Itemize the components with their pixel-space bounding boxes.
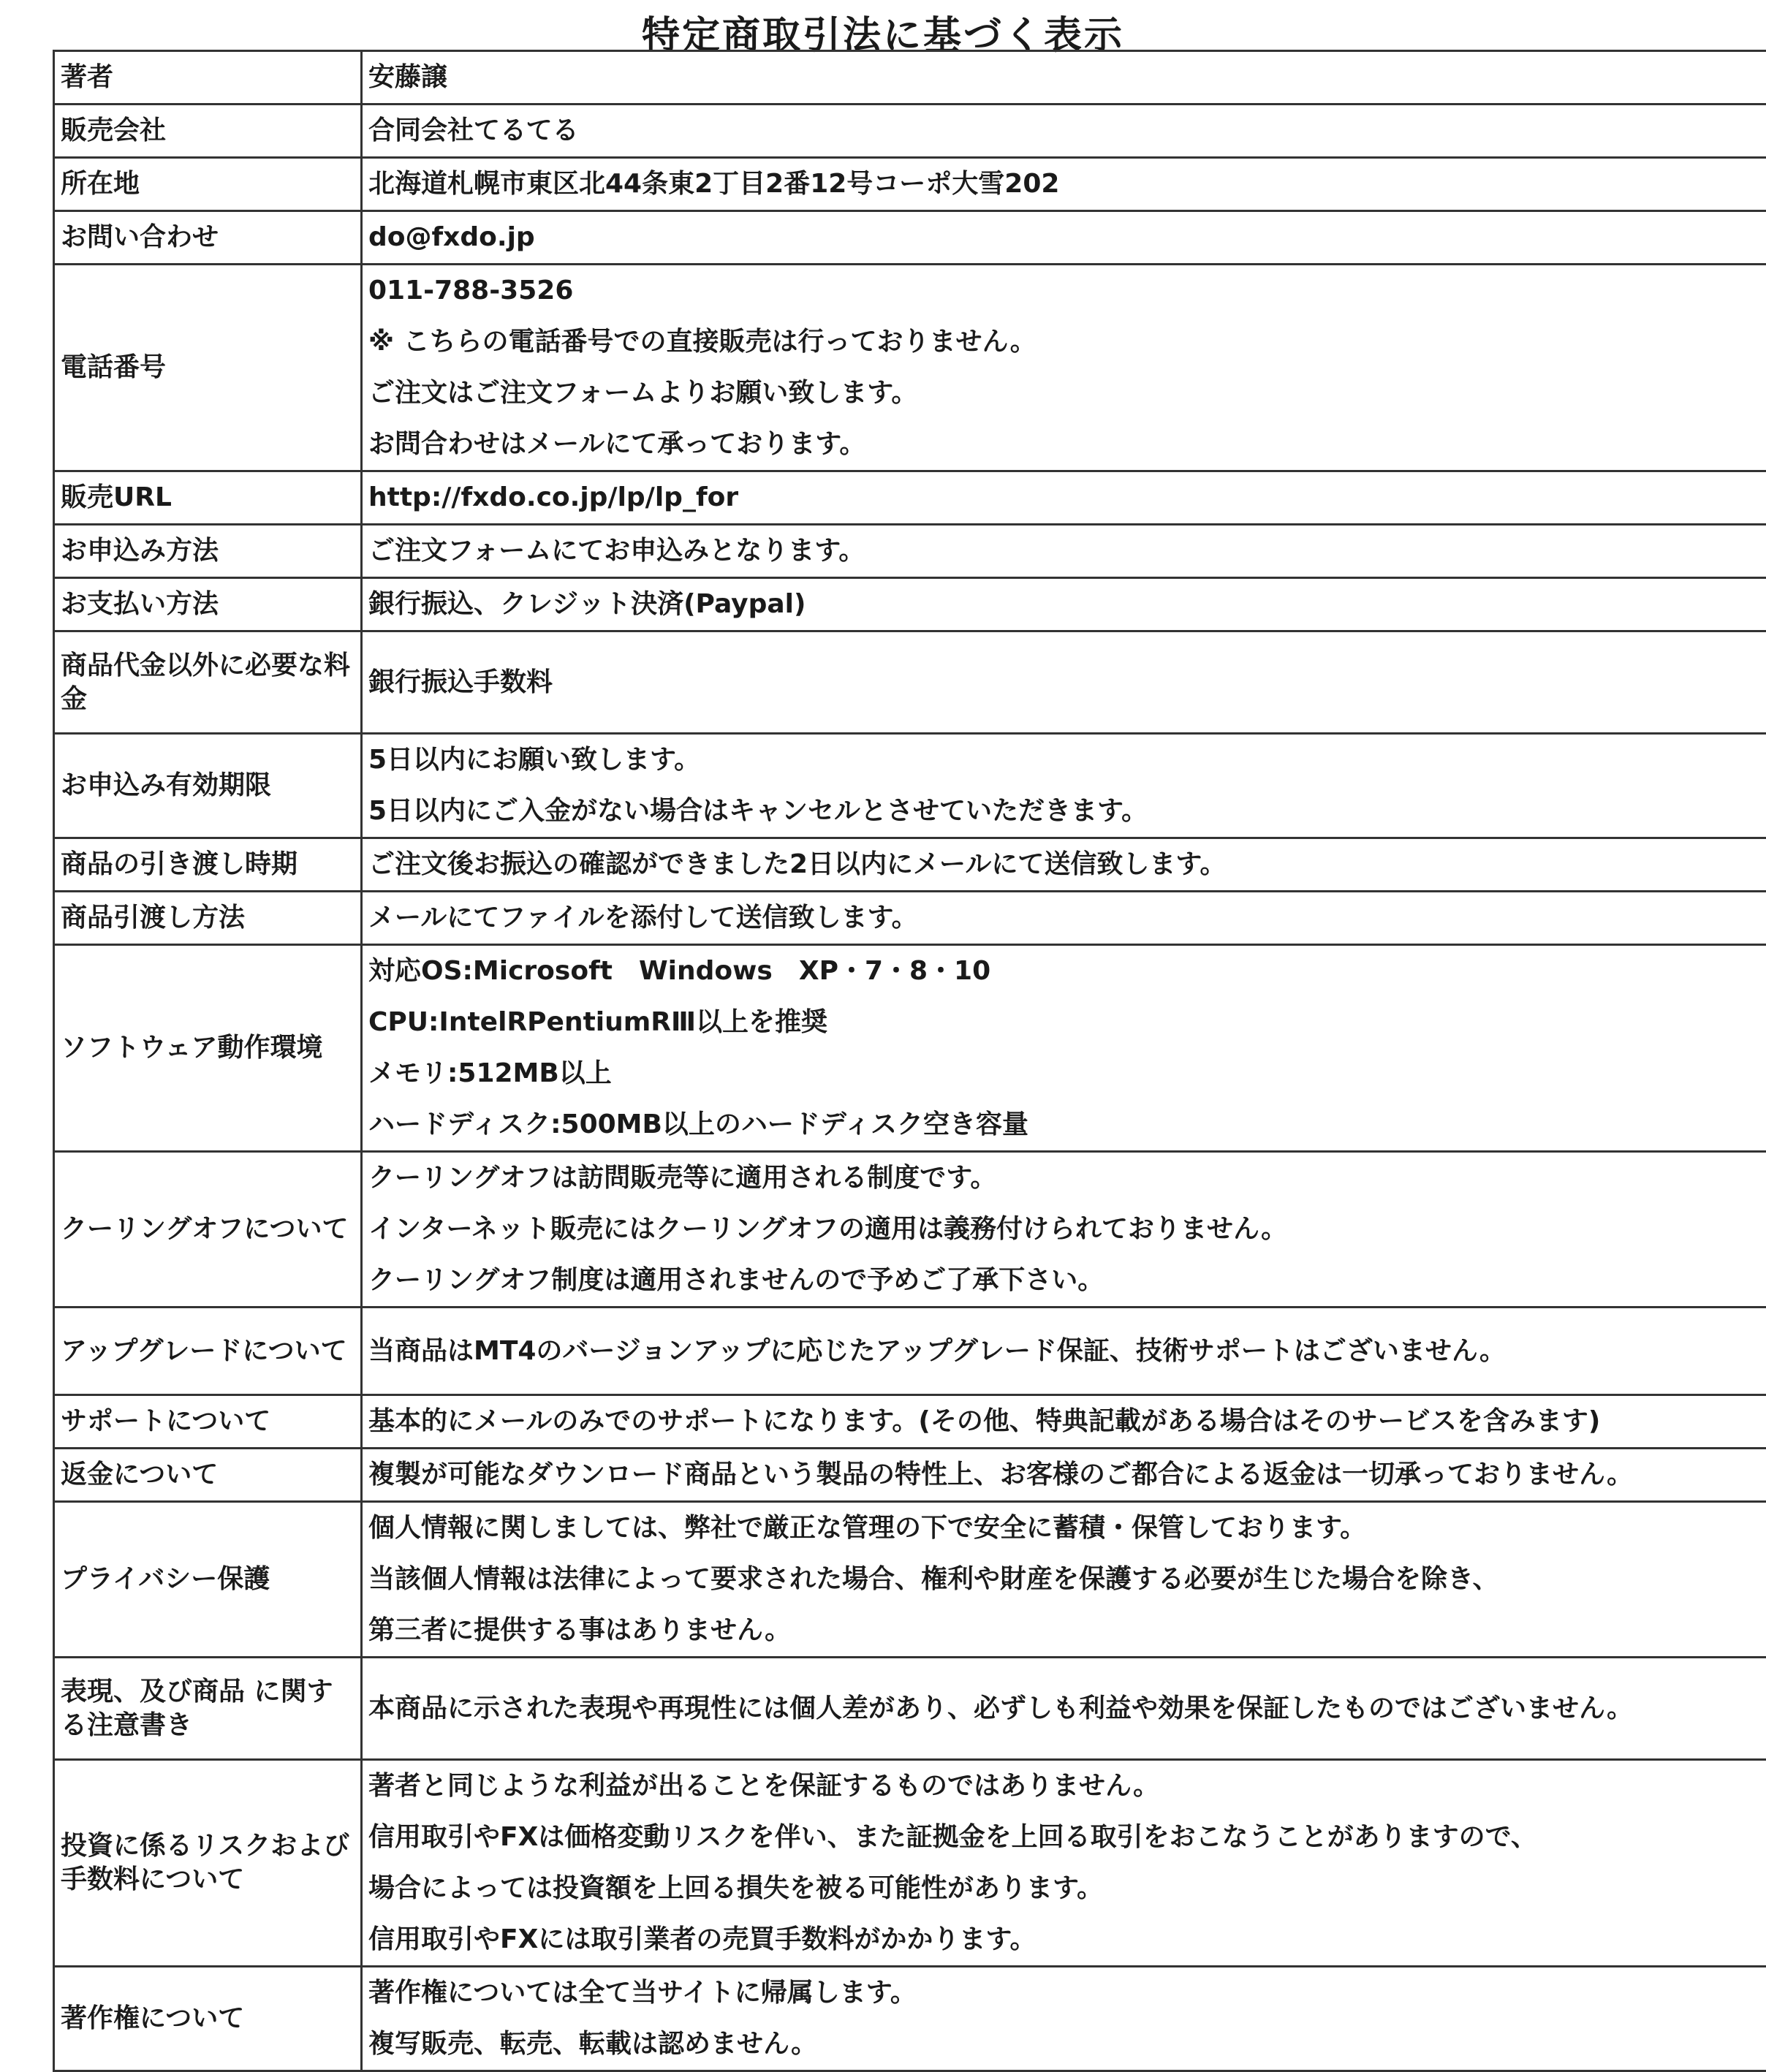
table-row xyxy=(54,1760,1766,1967)
table-row xyxy=(54,51,1766,105)
row-label: ソフトウェア動作環境 xyxy=(54,945,362,1152)
row-value xyxy=(362,525,1766,578)
value-line: 本商品に示された表現や再現性には個人差があり、必ずしも利益や効果を保証したものではございません。 xyxy=(368,1683,1766,1734)
row-label: お問い合わせ xyxy=(54,211,362,265)
row-label: 返金について xyxy=(54,1449,362,1502)
table-row xyxy=(54,838,1766,892)
disclosure-table-body xyxy=(54,51,1766,2071)
value-line: 安藤譲 xyxy=(368,52,1766,103)
row-label: お申込み方法 xyxy=(54,525,362,578)
row-label: 商品代金以外に必要な料金 xyxy=(54,631,362,734)
value-line: お問合わせはメールにて承っております。 xyxy=(368,419,1766,470)
row-value xyxy=(362,838,1766,892)
value-line: http://fxdo.co.jp/lp/lp_for xyxy=(368,472,1766,523)
row-label: 販売会社 xyxy=(54,105,362,158)
row-label: 所在地 xyxy=(54,158,362,211)
row-value xyxy=(362,1152,1766,1308)
row-value xyxy=(362,945,1766,1152)
row-label: 著者 xyxy=(54,51,362,105)
value-line: 対応OS:Microsoft Windows XP・7・8・10 xyxy=(368,946,1766,997)
row-value xyxy=(362,51,1766,105)
value-line: 複写販売、転売、転載は認めません。 xyxy=(368,2019,1766,2070)
table-row xyxy=(54,105,1766,158)
value-line: 第三者に提供する事はありません。 xyxy=(368,1605,1766,1656)
value-line: do@fxdo.jp xyxy=(368,212,1766,263)
table-row xyxy=(54,1502,1766,1658)
value-line: 011-788-3526 xyxy=(368,265,1766,316)
value-line: ご注文後お振込の確認ができました2日以内にメールにて送信致します。 xyxy=(368,839,1766,890)
value-line: 銀行振込、クレジット決済(Paypal) xyxy=(368,579,1766,630)
row-label: 商品引渡し方法 xyxy=(54,892,362,945)
value-line: クーリングオフは訪問販売等に適用される制度です。 xyxy=(368,1153,1766,1204)
value-line: クーリングオフ制度は適用されませんので予めご了承下さい。 xyxy=(368,1255,1766,1306)
row-label: 電話番号 xyxy=(54,265,362,471)
value-line: インターネット販売にはクーリングオフの適用は義務付けられておりません。 xyxy=(368,1204,1766,1255)
disclosure-table xyxy=(53,50,1766,2072)
value-line: 北海道札幌市東区北44条東2丁目2番12号コーポ大雪202 xyxy=(368,159,1766,210)
value-line: ※ こちらの電話番号での直接販売は行っておりません。 xyxy=(368,316,1766,368)
table-row xyxy=(54,734,1766,838)
row-value xyxy=(362,211,1766,265)
row-value xyxy=(362,631,1766,734)
row-label: 表現、及び商品 に関する注意書き xyxy=(54,1658,362,1760)
table-row xyxy=(54,265,1766,471)
table-row xyxy=(54,525,1766,578)
value-line: 基本的にメールのみでのサポートになります。(その他、特典記載がある場合はそのサービスを含みます) xyxy=(368,1396,1766,1447)
row-value xyxy=(362,1395,1766,1449)
value-line: 著者と同じような利益が出ることを保証するものではありません。 xyxy=(368,1761,1766,1812)
table-row xyxy=(54,158,1766,211)
row-label: クーリングオフについて xyxy=(54,1152,362,1308)
value-line: ご注文はご注文フォームよりお願い致します。 xyxy=(368,368,1766,419)
row-label: プライバシー保護 xyxy=(54,1502,362,1658)
document-title: 特定商取引法に基づく表示 xyxy=(0,4,1766,59)
row-label: 投資に係るリスクおよび手数料について xyxy=(54,1760,362,1967)
row-value xyxy=(362,734,1766,838)
value-line: 個人情報に関しましては、弊社で厳正な管理の下で安全に蓄積・保管しております。 xyxy=(368,1503,1766,1554)
row-value xyxy=(362,578,1766,631)
value-line: 5日以内にお願い致します。 xyxy=(368,735,1766,786)
table-row xyxy=(54,1308,1766,1395)
row-value xyxy=(362,1658,1766,1760)
table-row xyxy=(54,471,1766,525)
table-row xyxy=(54,892,1766,945)
value-line: メールにてファイルを添付して送信致します。 xyxy=(368,892,1766,944)
table-row xyxy=(54,1658,1766,1760)
table-row xyxy=(54,631,1766,734)
table-row xyxy=(54,1967,1766,2071)
row-label: お申込み有効期限 xyxy=(54,734,362,838)
row-value xyxy=(362,105,1766,158)
value-line: 5日以内にご入金がない場合はキャンセルとさせていただきます。 xyxy=(368,786,1766,837)
row-value xyxy=(362,158,1766,211)
value-line: 場合によっては投資額を上回る損失を被る可能性があります。 xyxy=(368,1863,1766,1914)
row-value xyxy=(362,1760,1766,1967)
table-row xyxy=(54,1152,1766,1308)
row-value xyxy=(362,1449,1766,1502)
table-row xyxy=(54,1395,1766,1449)
row-label: 著作権について xyxy=(54,1967,362,2071)
value-line: メモリ:512MB以上 xyxy=(368,1048,1766,1099)
row-label: 商品の引き渡し時期 xyxy=(54,838,362,892)
row-label: サポートについて xyxy=(54,1395,362,1449)
value-line: 複製が可能なダウンロード商品という製品の特性上、お客様のご都合による返金は一切承っておりません。 xyxy=(368,1449,1766,1500)
row-value xyxy=(362,265,1766,471)
value-line: 信用取引やFXには取引業者の売買手数料がかかります。 xyxy=(368,1914,1766,1965)
table-row xyxy=(54,578,1766,631)
table-row xyxy=(54,945,1766,1152)
value-line: 信用取引やFXは価格変動リスクを伴い、また証拠金を上回る取引をおこなうことがありますので、 xyxy=(368,1812,1766,1863)
row-value xyxy=(362,1308,1766,1395)
value-line: 当商品はMT4のバージョンアップに応じたアップグレード保証、技術サポートはございません。 xyxy=(368,1326,1766,1377)
value-line: ご注文フォームにてお申込みとなります。 xyxy=(368,525,1766,577)
row-label: アップグレードについて xyxy=(54,1308,362,1395)
row-value xyxy=(362,1967,1766,2071)
row-label: 販売URL xyxy=(54,471,362,525)
table-row xyxy=(54,211,1766,265)
value-line: 銀行振込手数料 xyxy=(368,657,1766,708)
value-line: 合同会社てるてる xyxy=(368,105,1766,156)
value-line: 当該個人情報は法律によって要求された場合、権利や財産を保護する必要が生じた場合を除き、 xyxy=(368,1554,1766,1605)
table-row xyxy=(54,1449,1766,1502)
row-value xyxy=(362,1502,1766,1658)
row-value xyxy=(362,471,1766,525)
value-line: 著作権については全て当サイトに帰属します。 xyxy=(368,1967,1766,2019)
row-value xyxy=(362,892,1766,945)
value-line: CPU:IntelRPentiumRⅢ以上を推奨 xyxy=(368,997,1766,1048)
value-line: ハードディスク:500MB以上のハードディスク空き容量 xyxy=(368,1099,1766,1150)
row-label: お支払い方法 xyxy=(54,578,362,631)
